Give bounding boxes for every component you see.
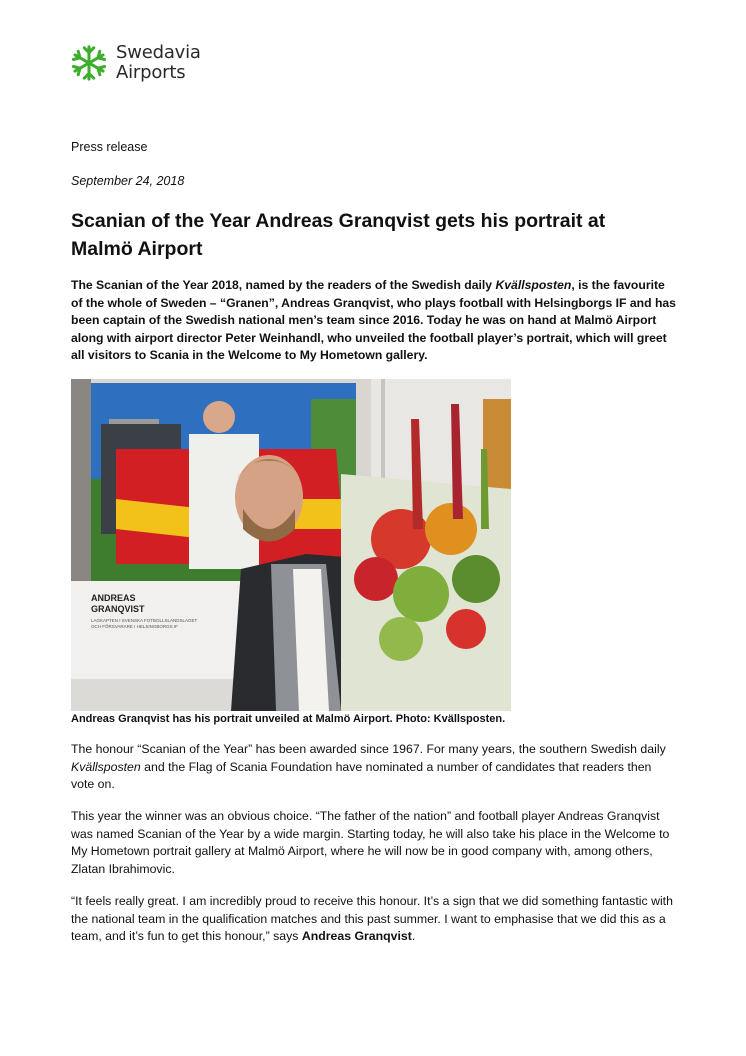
document-label: Press release — [71, 140, 148, 154]
press-photo — [71, 379, 511, 711]
logo-line-1: Swedavia — [116, 42, 201, 63]
logo-line-2: Airports — [116, 62, 186, 83]
snowflake-logo-icon — [70, 44, 108, 82]
page-title — [71, 207, 671, 263]
title-line-2: Malmö Airport — [71, 238, 203, 260]
title-line-1: Scanian of the Year Andreas Granqvist gets his portrait at — [71, 210, 606, 232]
portrait-subtitle-line-1: LAGKAPTEN I SVENSKA FOTBOLLSLANDSLAGET — [91, 618, 198, 623]
release-date: September 24, 2018 — [71, 174, 185, 188]
press-photo-illustration — [71, 379, 511, 711]
photo-caption: Andreas Granqvist has his portrait unveiled at Malmö Airport. Photo: Kvällsposten. — [71, 713, 506, 725]
swedavia-logo — [70, 43, 201, 83]
body-paragraph-3: “It feels really great. I am incredibly proud to receive this honour. It’s a sign that we did something fantastic with the national team in the qualification matches and this past summer. I want to emphasise that we did this as a team, and it’s fun to get this honour,” says Andreas Granqvist. — [71, 894, 673, 944]
body-paragraph-2: This year the winner was an obvious choice. “The father of the nation” and football player Andreas Granqvist was named Scanian of the Year by a wide margin. Starting today, he will also take his place in the Welcome to My Hometown portrait gallery at Malmö Airport, where he will now be in good company with, among others, Zlatan Ibrahimovic. — [71, 809, 670, 876]
lead-paragraph: The Scanian of the Year 2018, named by the readers of the Swedish daily Kvällsposten, is the favourite of the whole of Sweden – “Granen”, Andreas Granqvist, who plays football with Helsingborgs IF and has been captain of the Swedish national men’s team since 2016. Today he was on hand at Malmö Airport along with airport director Peter Weinhandl, who unveiled the football player’s portrait, which will greet all visitors to Scania in the Welcome to My Hometown gallery. — [71, 278, 676, 363]
portrait-name-line-1: ANDREAS — [91, 593, 136, 603]
portrait-name-line-2: GRANQVIST — [91, 604, 145, 614]
body-paragraph-1: The honour “Scanian of the Year” has been awarded since 1967. For many years, the southern Swedish daily Kvällsposten and the Flag of Scania Foundation have nominated a number of candidates that readers then vote on. — [71, 742, 666, 792]
portrait-subtitle-line-2: OCH FÖRSVARARE I HELSINGBORGS IF — [91, 624, 178, 629]
